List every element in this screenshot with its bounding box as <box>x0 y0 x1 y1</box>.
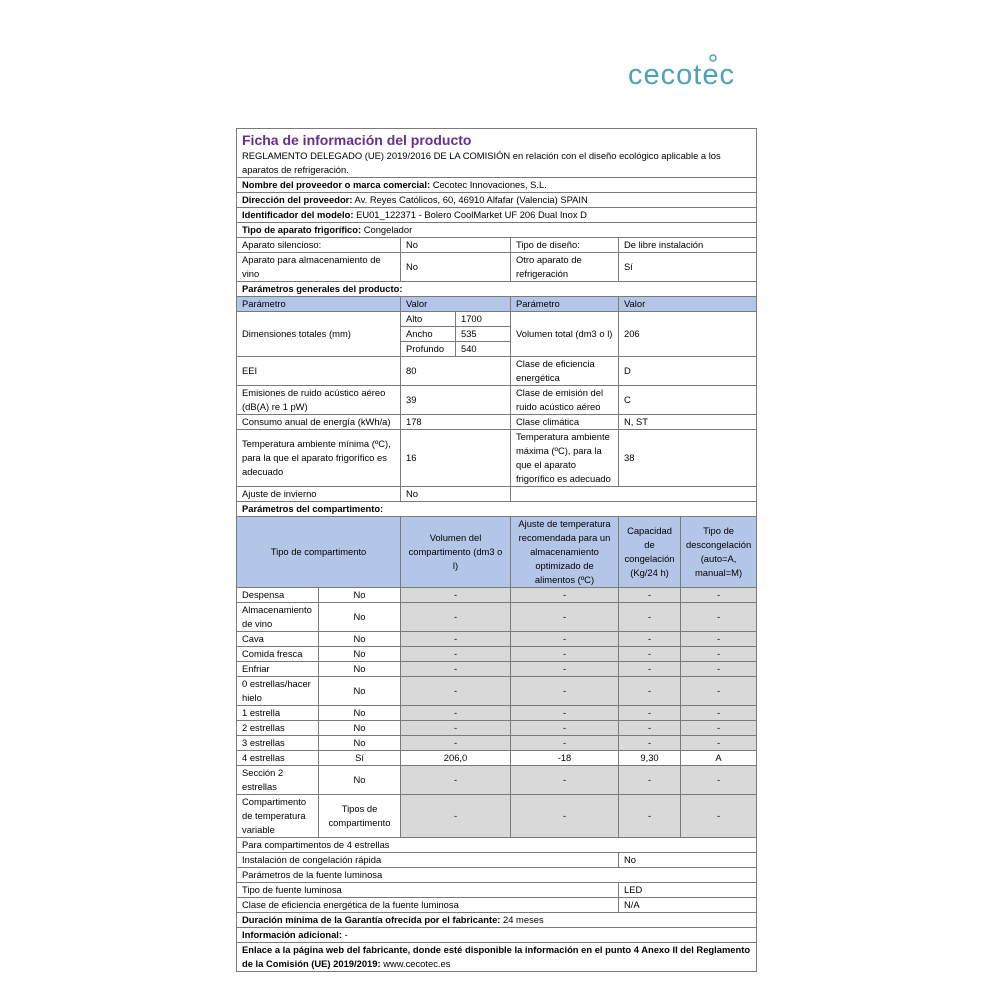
additional-info-value: - <box>342 929 348 940</box>
compartment-params-heading: Parámetros del compartimento: <box>237 502 757 517</box>
compartment-present: No <box>319 588 401 603</box>
compartment-capacity: - <box>619 766 681 795</box>
compartment-defrost: - <box>681 795 757 838</box>
light-type-value: LED <box>619 883 757 898</box>
compartment-temp: - <box>511 603 619 632</box>
compartment-rows <box>237 588 757 838</box>
compartment-defrost: - <box>681 603 757 632</box>
wine-label: Aparato para almacenamiento de vino <box>237 253 401 282</box>
quick-freeze-value: No <box>619 853 757 868</box>
product-information-sheet <box>236 128 756 972</box>
light-heading: Parámetros de la fuente luminosa <box>237 868 757 883</box>
eclass-label: Clase de eficiencia energética <box>511 357 619 386</box>
compartment-defrost: - <box>681 662 757 677</box>
hdr-compartment-type: Tipo de compartimento <box>237 517 401 588</box>
manufacturer-link-value[interactable]: www.cecotec.es <box>380 958 451 969</box>
compartment-name: Enfriar <box>237 662 319 677</box>
compartment-temp: - <box>511 588 619 603</box>
wine-value: No <box>401 253 511 282</box>
eclass-value: D <box>619 357 757 386</box>
dims-label: Dimensiones totales (mm) <box>237 312 401 357</box>
compartment-temp: -18 <box>511 751 619 766</box>
compartment-row <box>237 677 757 706</box>
compartment-present: No <box>319 662 401 677</box>
col-param-2: Parámetro <box>511 297 619 312</box>
light-class-label: Clase de eficiencia energética de la fuente luminosa <box>237 898 619 913</box>
dims-values <box>401 312 511 357</box>
compartment-present: No <box>319 706 401 721</box>
supplier-address-value: Av. Reyes Católicos, 60, 46910 Alfafar (Valencia) SPAIN <box>352 194 588 205</box>
tmin-label: Temperatura ambiente mínima (ºC), para la que el aparato frigorífico es adecuado <box>237 430 401 487</box>
compartment-row <box>237 706 757 721</box>
additional-info-label: Información adicional: <box>242 929 343 940</box>
compartment-defrost: - <box>681 588 757 603</box>
compartment-name: 3 estrellas <box>237 736 319 751</box>
cecotec-logo <box>628 54 768 94</box>
col-value-1: Valor <box>401 297 511 312</box>
hdr-defrost-type: Tipo de descongelación (auto=A, manual=M) <box>681 517 757 588</box>
compartment-temp: - <box>511 706 619 721</box>
volume-value: 206 <box>619 312 757 357</box>
compartment-temp: - <box>511 721 619 736</box>
compartment-volume: - <box>401 603 511 632</box>
compartment-name: Comida fresca <box>237 647 319 662</box>
model-id-label: Identificador del modelo: <box>242 209 354 220</box>
compartment-row <box>237 736 757 751</box>
compartment-temp: - <box>511 662 619 677</box>
eei-value: 80 <box>401 357 511 386</box>
compartment-row <box>237 766 757 795</box>
compartment-volume: - <box>401 677 511 706</box>
climate-value: N, ST <box>619 415 757 430</box>
compartment-present: No <box>319 632 401 647</box>
model-id-value: EU01_122371 - Bolero CoolMarket UF 206 Dual Inox D <box>353 209 587 220</box>
compartment-capacity: - <box>619 795 681 838</box>
tmax-label: Temperatura ambiente máxima (ºC), para la que el aparato frigorífico es adecuado <box>511 430 619 487</box>
supplier-name-label: Nombre del proveedor o marca comercial: <box>242 179 431 190</box>
compartment-name: Cava <box>237 632 319 647</box>
noiseclass-label: Clase de emisión del ruido acústico aéreo <box>511 386 619 415</box>
manufacturer-link-label: Enlace a la página web del fabricante, donde esté disponible la información en el punto 4 Anexo II del Reglamento de la Comisión (UE) 2019/2019: <box>242 944 751 969</box>
compartment-name: Almacenamiento de vino <box>237 603 319 632</box>
energy-label: Consumo anual de energía (kWh/a) <box>237 415 401 430</box>
appliance-type-label: Tipo de aparato frigorífico: <box>242 224 362 235</box>
compartment-row <box>237 603 757 632</box>
compartment-capacity: - <box>619 647 681 662</box>
general-params-heading: Parámetros generales del producto: <box>237 282 757 297</box>
compartment-capacity: - <box>619 721 681 736</box>
compartment-defrost: - <box>681 647 757 662</box>
compartment-present: No <box>319 647 401 662</box>
compartment-row <box>237 795 757 838</box>
design-value: De libre instalación <box>619 238 757 253</box>
compartment-capacity: - <box>619 662 681 677</box>
logo-text: cecotec <box>628 59 735 91</box>
compartment-present: Sí <box>319 751 401 766</box>
volume-label: Volumen total (dm3 o l) <box>511 312 619 357</box>
compartment-volume: - <box>401 632 511 647</box>
warranty-value: 24 meses <box>500 914 544 925</box>
compartment-name: Sección 2 estrellas <box>237 766 319 795</box>
compartment-name: 0 estrellas/hacer hielo <box>237 677 319 706</box>
prof-label: Profundo <box>406 343 445 354</box>
compartment-row <box>237 647 757 662</box>
compartment-defrost: - <box>681 706 757 721</box>
appliance-type-value: Congelador <box>361 224 413 235</box>
col-param-1: Parámetro <box>237 297 401 312</box>
compartment-row <box>237 588 757 603</box>
compartment-name: 2 estrellas <box>237 721 319 736</box>
ancho-label: Ancho <box>401 327 456 342</box>
compartment-row <box>237 632 757 647</box>
silent-label: Aparato silencioso: <box>237 238 401 253</box>
compartment-temp: - <box>511 677 619 706</box>
prof-value: 540 <box>456 342 511 357</box>
compartment-capacity: - <box>619 588 681 603</box>
compartment-name: 4 estrellas <box>237 751 319 766</box>
compartment-present: No <box>319 736 401 751</box>
hdr-freezing-capacity: Capacidad de congelación (Kg/24 h) <box>619 517 681 588</box>
noise-value: 39 <box>401 386 511 415</box>
compartment-row <box>237 751 757 766</box>
compartment-present: No <box>319 603 401 632</box>
compartment-temp: - <box>511 766 619 795</box>
alto-label: Alto <box>401 312 456 327</box>
compartment-volume: 206,0 <box>401 751 511 766</box>
other-value: Sí <box>619 253 757 282</box>
energy-value: 178 <box>401 415 511 430</box>
winter-label: Ajuste de invierno <box>237 487 401 502</box>
compartment-capacity: - <box>619 632 681 647</box>
compartment-temp: - <box>511 736 619 751</box>
compartment-capacity: - <box>619 677 681 706</box>
info-table <box>236 128 757 972</box>
compartment-volume: - <box>401 766 511 795</box>
compartment-volume: - <box>401 647 511 662</box>
hdr-recommended-temp: Ajuste de temperatura recomendada para un almacenamiento optimizado de alimentos (ºC) <box>511 517 619 588</box>
compartment-name: Compartimento de temperatura variable <box>237 795 319 838</box>
tmin-value: 16 <box>401 430 511 487</box>
ancho-value: 535 <box>456 327 511 342</box>
compartment-volume: - <box>401 736 511 751</box>
col-value-2: Valor <box>619 297 757 312</box>
compartment-defrost: - <box>681 766 757 795</box>
compartment-volume: - <box>401 588 511 603</box>
supplier-name-value: Cecotec Innovaciones, S.L. <box>430 179 547 190</box>
compartment-present: No <box>319 721 401 736</box>
compartment-temp: - <box>511 795 619 838</box>
compartment-defrost: A <box>681 751 757 766</box>
compartment-volume: - <box>401 721 511 736</box>
compartment-name: Despensa <box>237 588 319 603</box>
compartment-present: No <box>319 766 401 795</box>
winter-value: No <box>401 487 511 502</box>
other-label: Otro aparato de refrigeración <box>511 253 619 282</box>
compartment-volume: - <box>401 795 511 838</box>
page-title: Ficha de información del producto <box>242 132 472 148</box>
four-star-heading: Para compartimentos de 4 estrellas <box>237 838 757 853</box>
compartment-defrost: - <box>681 736 757 751</box>
compartment-temp: - <box>511 632 619 647</box>
compartment-name: 1 estrella <box>237 706 319 721</box>
noise-label: Emisiones de ruido acústico aéreo (dB(A) re 1 pW) <box>237 386 401 415</box>
compartment-volume: - <box>401 662 511 677</box>
compartment-present: No <box>319 677 401 706</box>
compartment-defrost: - <box>681 632 757 647</box>
compartment-row <box>237 721 757 736</box>
compartment-capacity: - <box>619 736 681 751</box>
tmax-value: 38 <box>619 430 757 487</box>
alto-value: 1700 <box>456 312 511 327</box>
climate-label: Clase climática <box>511 415 619 430</box>
compartment-present: Tipos de compartimento <box>319 795 401 838</box>
regulation-text: REGLAMENTO DELEGADO (UE) 2019/2016 DE LA COMISIÓN en relación con el diseño ecológico aplicable a los aparatos de refrigeración. <box>242 150 721 175</box>
compartment-defrost: - <box>681 721 757 736</box>
noiseclass-value: C <box>619 386 757 415</box>
compartment-capacity: - <box>619 706 681 721</box>
silent-value: No <box>401 238 511 253</box>
compartment-defrost: - <box>681 677 757 706</box>
compartment-capacity: - <box>619 603 681 632</box>
compartment-temp: - <box>511 647 619 662</box>
quick-freeze-label: Instalación de congelación rápida <box>237 853 619 868</box>
light-class-value: N/A <box>619 898 757 913</box>
warranty-label: Duración mínima de la Garantía ofrecida por el fabricante: <box>242 914 501 925</box>
design-label: Tipo de diseño: <box>511 238 619 253</box>
light-type-label: Tipo de fuente luminosa <box>237 883 619 898</box>
hdr-compartment-volume: Volumen del compartimento (dm3 o l) <box>401 517 511 588</box>
compartment-capacity: 9,30 <box>619 751 681 766</box>
compartment-row <box>237 662 757 677</box>
compartment-volume: - <box>401 706 511 721</box>
supplier-address-label: Dirección del proveedor: <box>242 194 353 205</box>
eei-label: EEI <box>237 357 401 386</box>
